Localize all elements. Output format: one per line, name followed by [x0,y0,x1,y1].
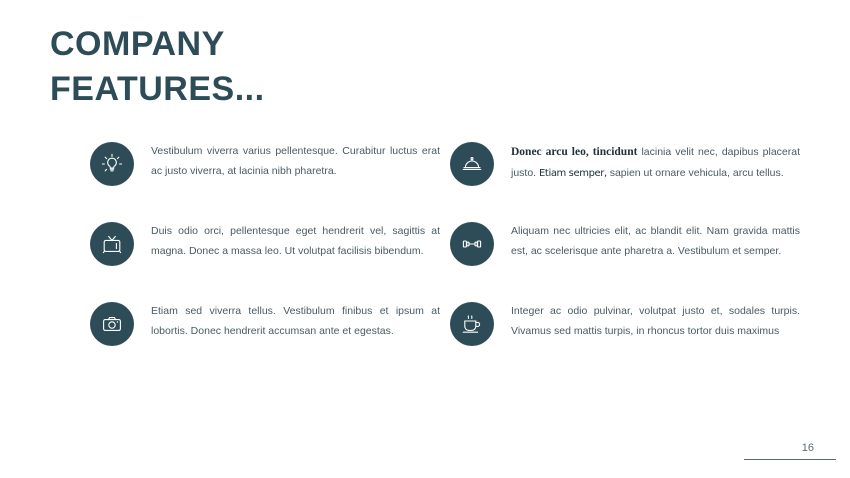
title-line-1: COMPANY [50,25,225,63]
feature-text-lead: Donec arcu leo, tincidunt [511,146,638,158]
feature-text-tail: sapien ut ornare vehicula, arcu tellus. [606,167,784,180]
page-number: 16 [801,442,814,454]
camera-icon [90,302,134,346]
feature-item [90,140,440,186]
footer-divider [744,459,836,460]
feature-item [90,220,440,266]
feature-text [511,140,800,184]
page-title [50,22,265,112]
dumbbell-icon [450,222,494,266]
cloche-food-cover-icon [450,142,494,186]
title-line-2: FEATURES... [50,69,265,108]
feature-text-mid: lacinia velit nec, dapibus placerat justo. [511,146,801,180]
television-icon [90,222,134,266]
feature-text: Aliquam nec ultricies elit, ac blandit elit. Nam gravida mattis est, ac scelerisque ante pharetra a. Vestibulum et semper. [511,225,800,258]
features-grid [90,140,800,346]
feature-item [450,220,800,266]
lightbulb-icon [90,142,134,186]
feature-text-emph: Etiam semper, [539,168,607,180]
coffee-cup-icon [450,302,494,346]
feature-item [450,140,800,186]
feature-text: Vestibulum viverra varius pellentesque. Curabitur luctus erat ac justo viverra, at lacinia nibh pharetra. [151,145,440,178]
feature-item [450,300,800,346]
feature-text: Integer ac odio pulvinar, volutpat justo et, sodales turpis. Vivamus sed mattis turpis, in rhoncus tortor duis maximus [511,305,800,338]
feature-text: Duis odio orci, pellentesque eget hendrerit vel, sagittis at magna. Donec a massa leo. Ut volutpat facilisis bibendum. [151,225,440,258]
feature-text: Etiam sed viverra tellus. Vestibulum finibus et ipsum at lobortis. Donec hendrerit accumsan ante et egestas. [151,305,440,338]
feature-item [90,300,440,346]
